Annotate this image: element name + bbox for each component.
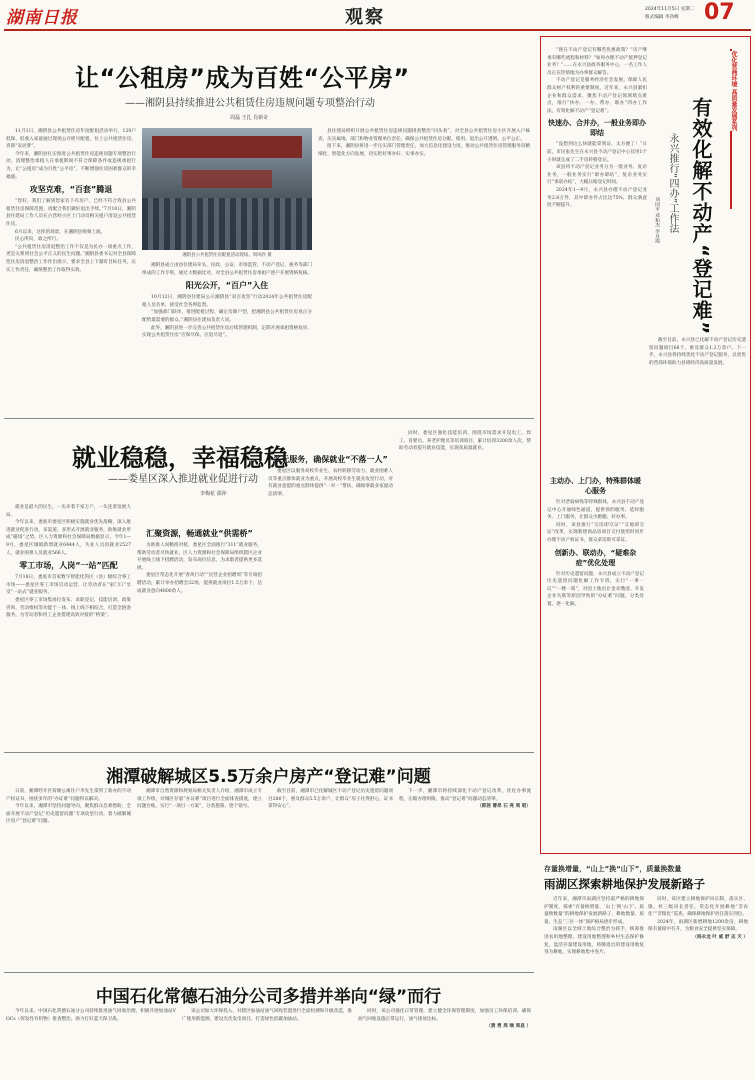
paragraph: 今年以来，湘潭市坚持问题导向，聚焦群众急难愁盼，全面开展不动产登记“历史遗留问题”专项攻坚行动，着力破解城区房产“登记难”问题。 — [6, 804, 131, 825]
paragraph: 湘阴县成立由县住建局牵头，民政、公安、市场监管、不动产登记、税务等部门组成的工作专班，通过大数据比对，对全县公共租赁住房承租户逐户开展资格复核。 — [142, 263, 312, 276]
series-tag-text: 优化营商环境 高质量发展系列 — [724, 51, 738, 131]
paragraph: “没想到这么快就能拿到证，太方便了！”日前，市民张先生在永兴县不动产登记中心仅用1个小时就完成了二手房转移登记。 — [547, 142, 647, 163]
paragraph: 6月以来，这样的场景，在湘阴县频频上演。 — [15, 229, 106, 235]
article-employment — [0, 420, 535, 750]
paragraph: “现在不动产登记有哪些优惠政策？”房产继承有哪些流程和材料？”如何办理不动产抵押登记业务？”……在永兴县政务服务中心，一名工作人员正在热情地为办事群众解答。 — [547, 48, 647, 76]
date-line: 2024年11月5日 星期二 — [645, 7, 695, 12]
column-2 — [137, 788, 262, 968]
credit: （杨永龙 叶 威 舒 志 天 ） — [692, 934, 748, 940]
credit: （郭茜 曹昂 石 亮 周 昭） — [477, 804, 531, 810]
paragraph: 娄星区常态化开展“春风行动”“民营企业招聘周”等专项招聘活动，累计举办招聘会32场，提供就业岗位1.5万余个，达成就业意向4800余人。 — [137, 573, 262, 594]
column-2 — [182, 1008, 352, 1078]
section-heading: 快速办、合并办，一般业务即办即结 — [548, 119, 646, 138]
photo-banner — [152, 136, 302, 158]
paragraph: 针对老弱病残等特殊群体，永兴县不动产登记中心开通绿色通道，提供预约服务、延时服务、上门服务，让群众少跑腿、好办事。 — [547, 500, 644, 521]
page-number: 07 — [704, 0, 735, 25]
paragraph: 湘潭市自然资源和规划局相关负责人介绍，湘潭市成立专项工作组，对城区存量“办证难”项目进行全面排查摸底，建立问题台账，实行“一项目一方案”，分类施策、逐个销号。 — [137, 789, 262, 810]
paragraph: 今年以来，娄底市娄星区积极实施就业优先战略，深入推进就业促进行动，多渠道、多形式开展就业服务，助推就业形成“磁场”之势。区人力资源和社会保障局数据显示，今年1—9月，娄星区城镇新增就业6444人，失业人员再就业2527人，就业困难人员就业566人。 — [6, 520, 131, 556]
sidebar-headline: 有效化解不动产“登记难” — [689, 97, 713, 336]
column-1 — [6, 504, 131, 744]
article-sinopec-changde — [0, 974, 535, 1080]
divider — [4, 972, 534, 973]
editor-line: 版式编辑 李劲峰 — [645, 15, 679, 20]
headline: 就业稳稳，幸福稳稳 — [72, 444, 288, 472]
column-2 — [137, 504, 262, 744]
photo-stage — [182, 170, 272, 188]
paragraph: 该公司加大环保投入，对辖区加油站油气回收装置进行全面检测和升级改造，推广使用新能源，建设光伏发电项目，打造绿色低碳加油站。 — [182, 1009, 352, 1022]
paragraph: 同时，该公司强化日常管理，建立健全环保管理制度，加强员工环保培训，确保油气回收设施正常运行，油气排放达标。 — [358, 1009, 531, 1022]
byline: 周磊 王扎 肖新奇 — [230, 115, 269, 121]
column-2 — [648, 896, 748, 1076]
paragraph: 娄星区零工市场集岗位发布、求职登记、技能培训、政策咨询、劳动维权等功能于一体，线上线下相结合，打造全链条服务，为劳动者和用工企业搭建高效对接的“桥梁”。 — [6, 597, 131, 619]
paragraph: 同时，该区建立耕地保护田长制，落实区、镇、村三级田长责任，常态化开展耕地“非农化”“非粮化”巡查，确保耕地保护责任落实到位。 — [648, 897, 748, 918]
article-public-rental-housing — [0, 36, 535, 416]
column-1 — [6, 128, 136, 413]
sidebar-byline: 刘国平 邓和杰 李丹霞 — [654, 197, 659, 244]
byline: 李梅花 邵萍 — [200, 491, 227, 497]
paragraph: 截至目前，湘潭市已化解城区不动产登记历史遗留问题项目286个，惠及群众5.5万余户，让群众“房子住得舒心，证书拿得安心”。 — [268, 789, 393, 810]
sidebar-box — [540, 36, 751, 854]
credit: （黄 勇 周 端 周昌 ） — [486, 1024, 531, 1030]
section-heading: 阳光公开，“百户”入住 — [185, 281, 269, 291]
paragraph: 10月12日，湘阴县住建局公示湘阴县“双百攻坚”行动2024年公共租赁住房配租人员名单，接受社会各界监督。 — [142, 295, 312, 308]
column-2 — [142, 262, 312, 412]
paragraph: “您好，我们了解到您家名下有房产，已经不符合我县公共租赁住房保障范围，请配合我们做好退出手续。”7月10日，湘阴县住建局工作人员在古营岭小区上门动员相关租户清退公共租赁住房。 — [6, 199, 136, 227]
column-1 — [6, 1008, 176, 1078]
column-3 — [268, 430, 393, 744]
paragraph: 同时，娄星区强化技能培训，围绕市场需求开设电工、焊工、育婴员、养老护理员等培训项目，累计培训3200余人次，帮助劳动者提升就业技能，实现高质量就业。 — [399, 431, 531, 452]
photo — [142, 128, 312, 250]
article-xiangtan-registration — [0, 754, 535, 972]
newspaper-logo: 湖南日报 — [6, 8, 78, 28]
paragraph: 不动产登记是服务经济社会发展、保障人民群众财产权利的重要制度。近年来，永兴县紧扣企业和群众需求，聚焦不动产登记领域堵点难点，推行“快办、一办、帮办、联办”四办工作法，有效化解不动产“登记难”。 — [547, 78, 647, 114]
paragraph: 针对历史遗留问题，永兴县成立不动产登记历史遗留问题化解工作专班，实行“一事一议”“一楼一策”，对因土地出让金未缴清、开发企业失联等原因导致的“办证难”问题，分类处置、逐一化解。 — [547, 571, 644, 607]
headline: 湘潭破解城区5.5万余户房产“登记难”问题 — [106, 767, 431, 787]
column-1 — [544, 896, 644, 1076]
paragraph: 2024年1—9月，永兴县办理不动产登记业务2.8万件，其中即办件占比达75%，群众满意度不断提升。 — [547, 187, 647, 209]
paragraph: 就业是最大的民生，一头牵着千家万户，一头连着发展大局。 — [6, 505, 131, 518]
paragraph: 日前，湘潭经开区荷塘公寓住户李先生拿到了新办的不动产权证书，困扰多年的“办证难”问题得以解决。 — [6, 789, 131, 802]
paragraph: 该县将不动产登记业务分为一般业务、复杂业务，一般业务实行“即办即结”，复杂业务实行“承诺办结”，大幅压缩登记时间。 — [547, 165, 647, 186]
paragraph: 接下来，湘阴县将进一步压实部门管理责任，加大信息化建设力度，推动公共租赁住房管理服务向精细化、智能化方向发展，切实把好事办好、实事办实。 — [318, 144, 530, 157]
masthead — [0, 0, 755, 30]
paragraph: 此外，湘阴县进一步完善公共租赁住房后续管理机制，定期开展承租资格复审，实现公共租赁住房“应保尽保、应退尽退”。 — [142, 325, 312, 339]
column-4 — [399, 788, 531, 968]
section-heading: 主动办、上门办，特殊群体暖心服务 — [550, 477, 641, 495]
paragraph: 雨湖区以全域土地综合整治为抓手，统筹推进农用地整理、建设用地整理和乡村生态保护修复，盘活存量建设用地，将腾退出的建设用地复垦为耕地，实现耕地集中连片。 — [544, 927, 644, 956]
paragraph: 县住建局组织开展公共租赁住房违规问题排查整治“回头看”，对全县公共租赁住房小区开展入户核查，压实属地、部门和物业管理单位责任，确保公共租赁住房分配、使用、退出公开透明、公平公正。 — [318, 129, 530, 142]
headline: 中国石化常德石油分公司多措并举向“绿”而行 — [95, 987, 442, 1007]
article-yuhu-farmland — [540, 860, 751, 1078]
section-heading: 零工市场，人岗“一站”匹配 — [19, 561, 118, 571]
series-tag — [717, 49, 747, 209]
paragraph: 下一步，湘潭市将持续深化不动产登记改革，优化办事流程，压缩办理时限，推动“登记难”问题动态清零。 — [399, 789, 531, 802]
kicker: 存量换增量，“山上”换“山下”，质量换数量 — [544, 865, 682, 873]
divider — [4, 752, 534, 753]
paragraph: 为助推人岗精准对接，娄星区全面推行“311”就业服务，帮助劳动者尽快就业。区人力资源和社会保障局组织辖区企业开展线上线下招聘活动，发布岗位信息，为求职者提供更多选择。 — [137, 543, 262, 571]
subheadline: ——娄星区深入推进就业促进行动 — [108, 474, 258, 485]
section-heading: 创新办、联动办，“疑难杂症”优化处理 — [554, 548, 637, 567]
paragraph: 近年来，湘潭市雨湖区坚持最严格的耕地保护制度，探索“存量换增量、‘山上’换‘山下’、质量换数量”的耕地保护发展新路子，耕地数量、质量、生态“三位一体”保护格局逐步形成。 — [544, 897, 644, 925]
paragraph: 截至目前，永兴县已化解不动产登记历史遗留问题项目68个，惠及群众1.2万余户。下一步，永兴县将持续优化不动产登记服务，以更优的营商环境助力县域经济高质量发展。 — [649, 338, 746, 366]
subheadline: ——湘阴县持续推进公共租赁住房违规问题专项整治行动 — [125, 98, 375, 109]
masthead-rule — [4, 29, 751, 31]
paragraph: 7月18日，娄底市首家数字智能化的区（县）级综合零工市场——娄星区零工市场启动运营，让劳动者在“家门口”享受“一站式”就业服务。 — [6, 575, 131, 596]
section-title: 观察 — [345, 7, 385, 28]
column-1 — [6, 788, 131, 968]
column-3 — [268, 788, 393, 968]
column-3 — [318, 128, 530, 413]
section-heading: 多元服务，确保就业“不落一人” — [273, 455, 388, 464]
divider — [4, 418, 534, 419]
paragraph: “公共租赁住房清退整治工作不仅是为民办一项重点工作，更是关系到社会公平正义的民生问题。”湘阴县委书记对全县保障性住房清退整治工作作出批示，要求全县上下紧盯目标任务，压实工作责任，确保整治工作取得实效。 — [6, 244, 136, 273]
paragraph: 娄星区以服务高校毕业生、农村转移劳动力、就业困难人员等重点群体就业为重点，开展高校毕业生就业攻坚行动，对有就业意愿的重点群体提供“一对一”帮扶，确保零就业家庭动态清零。 — [268, 469, 393, 497]
paragraph: 今年来，湘阴县扎实推进公共租赁住房违规问题专项整治行动，清理整治承租人在承租期间不符合保障条件或违规承租行为，让“公租房”成为百姓“公平房”，不断增强住房困难群众的幸福感。 — [6, 151, 136, 180]
paragraph: 同时，该县推行“交房即交证”“交地即交证”改革，实现新建商品房项目交付使用时同步办理不动产权证书，群众拿房即可拿证。 — [547, 522, 644, 543]
photo-caption: 湘阴县公共租赁住房配租活动现场。周风欣 摄 — [182, 253, 272, 258]
headline: 让“公租房”成为百姓“公平房” — [75, 64, 410, 92]
photo-crowd — [142, 198, 312, 250]
headline: 雨湖区探索耕地保护发展新路子 — [544, 877, 705, 891]
paragraph: 2024年，雨湖区新增耕地1200余亩，耕地保有量稳中有升，为粮食安全提供坚实保障。 — [648, 919, 748, 933]
sidebar-column-top — [547, 47, 647, 467]
section-heading: 攻坚克难，“百套”腾退 — [29, 185, 113, 195]
sidebar-column-left — [547, 473, 644, 848]
paragraph: “加强部门联审，推进配租过程、确定房源户型，把湘阴县公共租赁住房真正分配给最需要的群众。”湘阴县住建局负责人说。 — [142, 310, 312, 323]
column-3 — [358, 1008, 531, 1078]
paragraph: 今年以来，中国石化常德石油分公司持续推进油气回收治理，积极开展加油站VOCs（挥发性有机物）排查整治，助力打好蓝天保卫战。 — [6, 1009, 176, 1022]
paragraph: 民心所向，政之所行。 — [15, 237, 61, 243]
column-4 — [399, 430, 531, 744]
sidebar-subheadline: 永兴推行“四办”工作法 — [667, 133, 678, 234]
sidebar-column-right — [649, 337, 746, 848]
section-heading: 汇聚资源，畅通就业“供需桥” — [146, 529, 253, 538]
paragraph: 11月1日，湘阴县公共租赁住房年度配租活动举行，120户低保、低收入家庭通过现场公开摇号配租，住上公共租赁住房，喜圆“安居梦”。 — [6, 129, 136, 150]
